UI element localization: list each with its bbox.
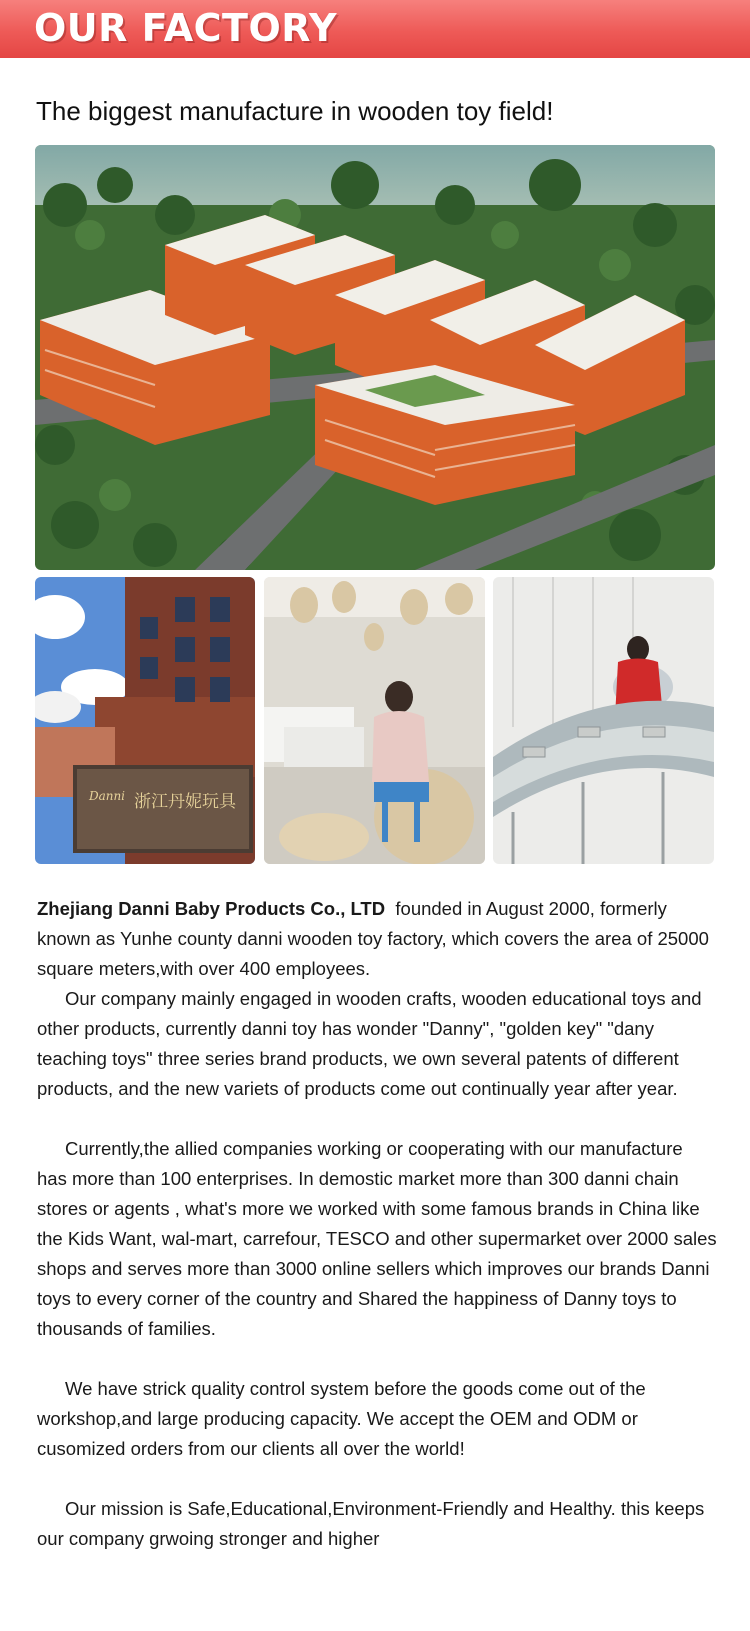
company-name: Zhejiang Danni Baby Products Co., LTD xyxy=(37,898,386,919)
sign-logo-text: Danni xyxy=(88,789,126,803)
header-banner xyxy=(0,0,750,58)
factory-building-photo xyxy=(35,577,255,864)
page-title: OUR FACTORY xyxy=(34,6,337,50)
section-subtitle: The biggest manufacture in wooden toy field! xyxy=(36,96,554,126)
paragraph-products: Our company mainly engaged in wooden crafts, wooden educational toys and other products, currently danni toy has wonder "Danny", "golden key" "dany teaching toys" three series brand products, we own several patents of different products, and the new variets of products come out continually year after year. xyxy=(37,988,702,1099)
production-line-photo xyxy=(493,577,714,864)
factory-aerial-photo xyxy=(35,145,715,570)
intro-text: founded in August 2000, formerly known as Yunhe county danni wooden toy factory, which covers the area of 25000 square meters,with over 400 employees. xyxy=(37,898,709,979)
paragraph-mission: Our mission is Safe,Educational,Environment-Friendly and Healthy. this keeps our company grwoing stronger and higher xyxy=(37,1498,705,1549)
paragraph-partners: Currently,the allied companies working or cooperating with our manufacture has more than 100 enterprises. In demostic market more than 300 danni chain stores or agents , what's more we worked with some famous brands in China like the Kids Want, wal-mart, carrefour, TESCO and other supermarket over 2000 sales shops and serves more than 3000 online sellers which improves our brands Danni toys to every corner of the country and Shared the happiness of Danny toys to thousands of families. xyxy=(37,1138,717,1339)
sign-text: 浙江丹妮玩具 xyxy=(134,792,236,812)
paragraph-quality: We have strick quality control system before the goods come out of the workshop,and large producing capacity. We accept the OEM and ODM or cusomized orders from our clients all over the world! xyxy=(37,1378,646,1459)
workshop-worker-photo xyxy=(264,577,485,864)
company-description xyxy=(37,894,717,1554)
intro-paragraph xyxy=(37,894,717,984)
